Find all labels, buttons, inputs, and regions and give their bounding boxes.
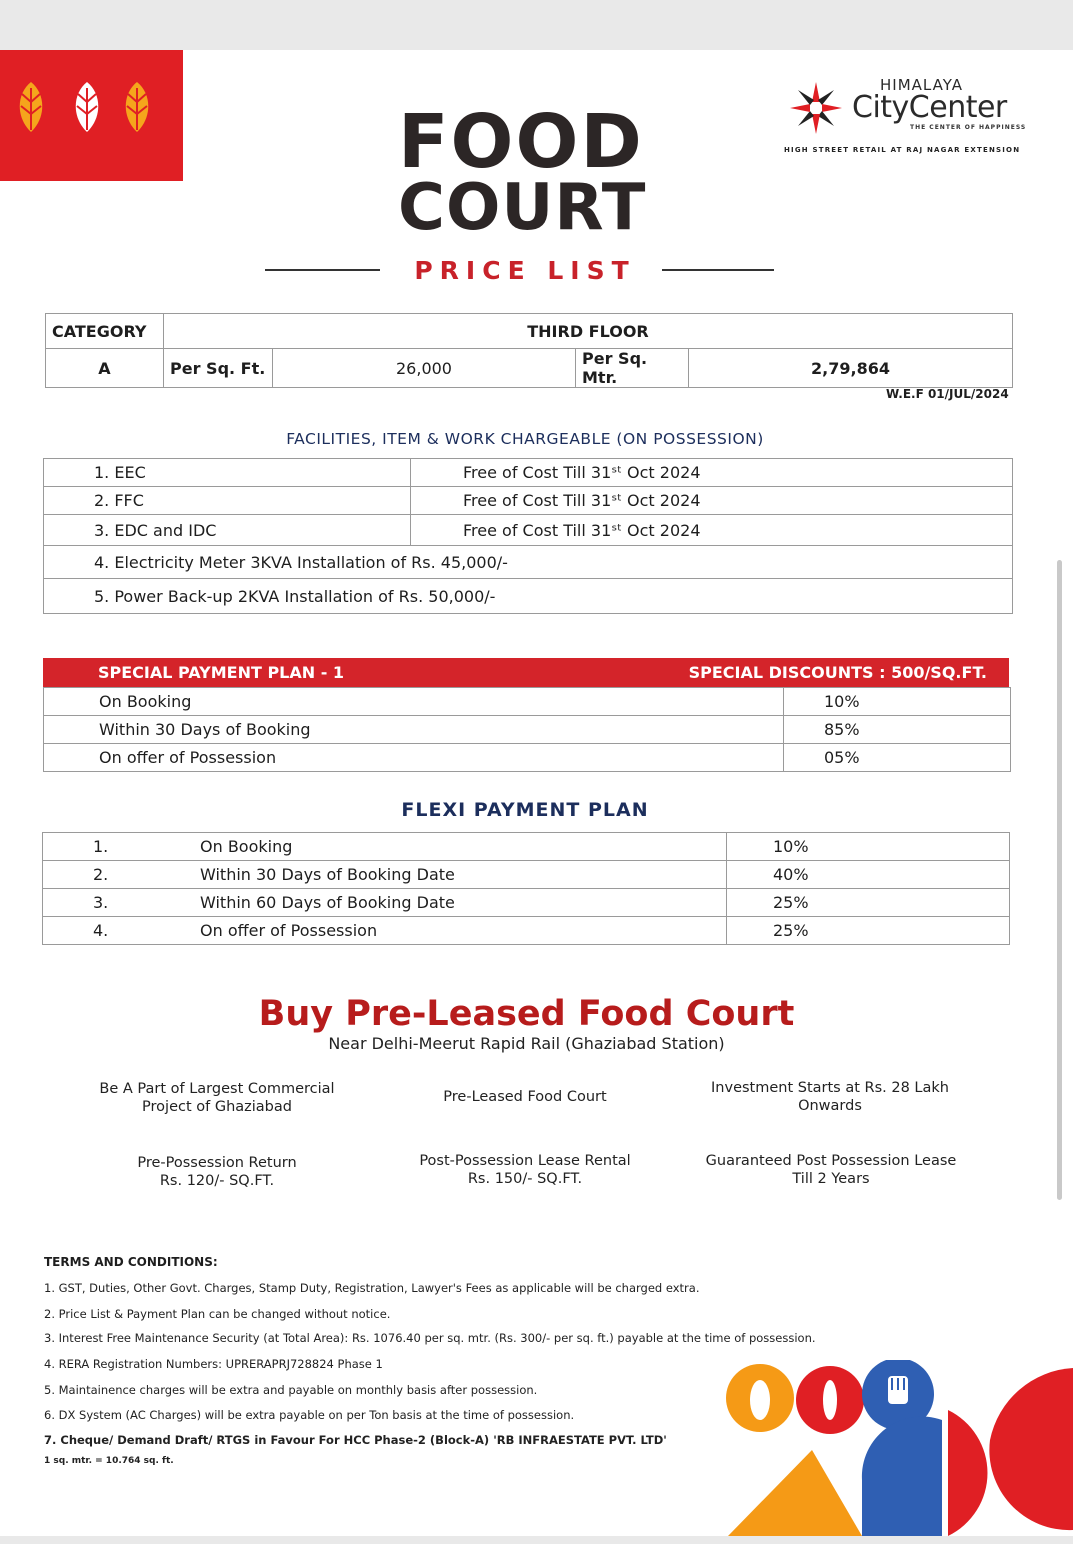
flexi-label: Within 30 Days of Booking Date	[194, 861, 727, 889]
per-sqmtr-value: 2,79,864	[689, 349, 1013, 388]
feature-line: Investment Starts at Rs. 28 Lakh	[711, 1080, 949, 1096]
title-food: FOOD	[398, 99, 644, 185]
facility-item: 3. EDC and IDC	[44, 515, 411, 546]
facility-item: 2. FFC	[44, 487, 411, 515]
flexi-label: Within 60 Days of Booking Date	[194, 889, 727, 917]
feature-largest-project	[67, 1080, 367, 1116]
feature-line: Rs. 120/- SQ.FT.	[159, 1173, 275, 1189]
brand-subline: HIGH STREET RETAIL AT RAJ NAGAR EXTENSION	[784, 146, 1021, 154]
category-label: CATEGORY	[46, 314, 164, 349]
special-plan-row	[44, 716, 1011, 744]
flexi-no: 3.	[43, 889, 195, 917]
flexi-heading: FLEXI PAYMENT PLAN	[401, 799, 649, 821]
per-sqmtr-label: Per Sq. Mtr.	[576, 349, 689, 388]
term-item: 7. Cheque/ Demand Draft/ RTGS in Favour For HCC Phase-2 (Block-A) 'RB INFRAESTATE PVT. LTD'	[44, 1433, 667, 1447]
special-plan-value: 85%	[784, 716, 1011, 744]
flexi-value: 25%	[727, 889, 1010, 917]
feature-investment	[680, 1079, 980, 1115]
flexi-row	[43, 833, 1010, 861]
special-plan-table	[43, 687, 1011, 772]
orange-leaf-icon	[12, 80, 50, 134]
rate-table-row	[46, 349, 1013, 388]
price-list-heading: PRICE LIST	[414, 256, 636, 285]
brand-himalaya: HIMALAYA	[880, 76, 963, 94]
scrollbar[interactable]	[1057, 560, 1062, 1200]
feature-line: Onwards	[798, 1098, 862, 1114]
facilities-table	[43, 458, 1013, 614]
price-list-page	[0, 50, 1073, 1536]
brand-corner-block	[0, 50, 183, 181]
flexi-row	[43, 861, 1010, 889]
facility-row	[44, 579, 1013, 614]
facility-note: Free of Cost Till 31ˢᵗ Oct 2024	[411, 515, 1013, 546]
flexi-row	[43, 889, 1010, 917]
white-leaf-icon	[68, 80, 106, 134]
feature-guaranteed-lease	[681, 1152, 981, 1188]
feature-line: Pre-Possession Return	[137, 1155, 297, 1171]
feature-line: Project of Ghaziabad	[142, 1099, 292, 1115]
special-plan-row	[44, 688, 1011, 716]
per-sqft-label: Per Sq. Ft.	[164, 349, 273, 388]
feature-line: Pre-Leased Food Court	[443, 1089, 607, 1105]
facility-full: 4. Electricity Meter 3KVA Installation of Rs. 45,000/-	[44, 546, 1013, 579]
orange-leaf-icon	[118, 80, 156, 134]
citycenter-star-icon	[786, 80, 846, 136]
facilities-heading: FACILITIES, ITEM & WORK CHARGEABLE (ON POSSESSION)	[286, 430, 764, 448]
per-sqft-value: 26,000	[273, 349, 576, 388]
term-conversion: 1 sq. mtr. = 10.764 sq. ft.	[44, 1456, 174, 1466]
flexi-no: 4.	[43, 917, 195, 945]
facility-note: Free of Cost Till 31ˢᵗ Oct 2024	[411, 487, 1013, 515]
rate-table-header-row	[46, 314, 1013, 349]
facility-row	[44, 515, 1013, 546]
special-plan-row	[44, 744, 1011, 772]
term-item: 5. Maintainence charges will be extra and payable on monthly basis after possession.	[44, 1383, 538, 1397]
divider-right	[662, 269, 774, 271]
flexi-value: 40%	[727, 861, 1010, 889]
flexi-label: On Booking	[194, 833, 727, 861]
promo-subtitle: Near Delhi-Meerut Rapid Rail (Ghaziabad Station)	[328, 1034, 725, 1053]
brand-tagline: THE CENTER OF HAPPINESS	[910, 124, 1027, 131]
term-item: 6. DX System (AC Charges) will be extra payable on per Ton basis at the time of possession.	[44, 1408, 575, 1422]
special-plan-value: 10%	[784, 688, 1011, 716]
term-item: 1. GST, Duties, Other Govt. Charges, Stamp Duty, Registration, Lawyer's Fees as applicable will be charged extra.	[44, 1281, 700, 1295]
title-court: COURT	[398, 171, 647, 245]
term-item: 4. RERA Registration Numbers: UPRERAPRJ728824 Phase 1	[44, 1357, 383, 1371]
flexi-plan-table	[42, 832, 1010, 945]
facility-item: 1. EEC	[44, 459, 411, 487]
special-plan-value: 05%	[784, 744, 1011, 772]
flexi-value: 25%	[727, 917, 1010, 945]
facility-row	[44, 487, 1013, 515]
feature-line: Post-Possession Lease Rental	[419, 1153, 631, 1169]
special-discount: SPECIAL DISCOUNTS : 500/SQ.FT.	[688, 663, 987, 682]
feature-pre-possession-return	[67, 1154, 367, 1190]
facility-note: Free of Cost Till 31ˢᵗ Oct 2024	[411, 459, 1013, 487]
decorative-food-graphic	[722, 1360, 1073, 1536]
promo-title: Buy Pre-Leased Food Court	[258, 994, 795, 1034]
flexi-no: 2.	[43, 861, 195, 889]
wef-date: W.E.F 01/JUL/2024	[886, 387, 1009, 401]
special-plan-banner	[43, 658, 1009, 687]
category-value: A	[46, 349, 164, 388]
flexi-label: On offer of Possession	[194, 917, 727, 945]
floor-label: THIRD FLOOR	[164, 314, 1013, 349]
facility-full: 5. Power Back-up 2KVA Installation of Rs. 50,000/-	[44, 579, 1013, 614]
term-item: 2. Price List & Payment Plan can be changed without notice.	[44, 1307, 391, 1321]
facility-row	[44, 546, 1013, 579]
feature-line: Be A Part of Largest Commercial	[99, 1081, 335, 1097]
flexi-value: 10%	[727, 833, 1010, 861]
special-plan-label: On Booking	[44, 688, 784, 716]
feature-lease-rental	[375, 1152, 675, 1188]
feature-line: Rs. 150/- SQ.FT.	[467, 1171, 583, 1187]
special-plan-label: On offer of Possession	[44, 744, 784, 772]
special-plan-title: SPECIAL PAYMENT PLAN - 1	[98, 663, 345, 682]
feature-line: Guaranteed Post Possession Lease	[705, 1153, 957, 1169]
brand-citycenter: CityCenter	[852, 90, 1007, 125]
feature-pre-leased	[375, 1088, 675, 1106]
special-plan-label: Within 30 Days of Booking	[44, 716, 784, 744]
term-item: 3. Interest Free Maintenance Security (at Total Area): Rs. 1076.40 per sq. mtr. (Rs. 300/- per sq. ft.) payable at the time of possession.	[44, 1331, 816, 1345]
feature-line: Till 2 Years	[792, 1171, 870, 1187]
flexi-no: 1.	[43, 833, 195, 861]
rate-table	[45, 313, 1013, 388]
divider-left	[265, 269, 380, 271]
terms-title: TERMS AND CONDITIONS:	[44, 1255, 218, 1269]
flexi-row	[43, 917, 1010, 945]
facility-row	[44, 459, 1013, 487]
